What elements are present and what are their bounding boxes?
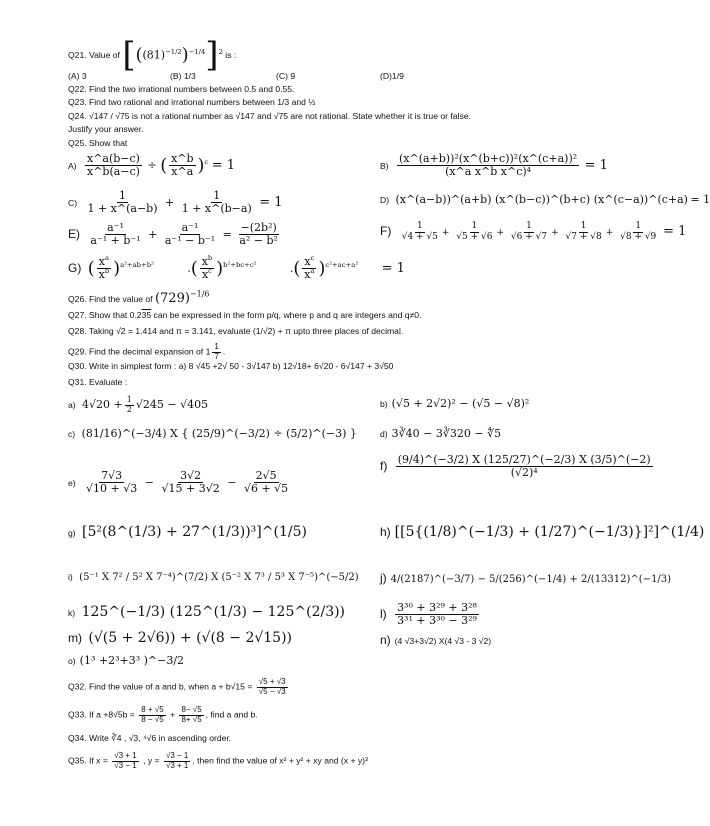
q30-text: Q30. Write in simplest form : a) 8 √45 +2√ 50 - 3√147 b) 12√18+ 6√20 - 6√147 + 3√50 [68, 361, 394, 371]
q31e-expr: $\frac{7√3}{√10 + √3}$ − $\frac{3√2}{√15 + 3√2}$ − $\frac{2√5}{√6 + √5}$ [86, 469, 289, 496]
q31-row-cd: c) (81/16)^(−3/4) X { (25/9)^(−3/2) ÷ (5/2)^(−3) } d) 3∛40 − 3∛320 − ∜5 [68, 427, 502, 440]
q25e-expr: $\frac{\text{a⁻¹}}{\text{a⁻¹ + b⁻¹}}$ + $\frac{\text{a⁻¹}}{\text{a⁻¹ − b⁻¹}}$ = $\frac{\text{−(2b²)}}{\text{a² − b²}}$ [90, 221, 278, 248]
q25d: D) (x^(a−b))^(a+b) (x^(b−c))^(b+c) (x^(c−a))^(c+a) = 1 [380, 193, 710, 206]
q21-line [68, 36, 598, 75]
q31-row-gh: g) [5²(8^(1/3) + 27^(1/3))³]^(1/5) h) [[5{(1/8)^(−1/3) + (1/27)^(−1/3)}]²]^(1/4) [68, 524, 705, 540]
q25c-expr: $\frac{1}{1 + x\^{}(a-b)}$ + $\frac{1}{1 + x\^{}(b-a)}$ = 1 [87, 189, 283, 216]
q25-row-ab [68, 152, 608, 179]
q31o-expr: (1³ +2³+3³ )^−3/2 [79, 654, 185, 667]
q31-row-kl: k) 125^(−1/3) (125^(1/3) − 125^(2/3)) l) $\frac{\text{3³⁰ + 3²⁹ + 3²⁸}}{\text{3³¹ + 3³⁰ − 3²⁹}}$ [68, 604, 598, 620]
q31n: n) (4 √3+3√2) X(4 √3 - 3 √2) [380, 633, 492, 647]
q28-text: Q28. Taking √2 = 1.414 and π = 3.141, evaluate (1/√2) + π upto three places of decimal. [68, 326, 404, 336]
q35-text: Q35. If x = $\frac{√3 + 1}{√3 - 1}$ , y = $\frac{√3 - 1}{√3 + 1}$ , then find the value of x² + y² + xy and (x + y)³ [68, 751, 368, 770]
q24-text-cont: Justify your answer. [68, 124, 144, 134]
q21-option-b: (B) 1/3 [170, 71, 196, 81]
q25b: B) $\frac{\text{(x\textasciicircum{}(a+b))²(x\textasciicircum{}(b+c))²(x\textasciicircum{}(c+a))²}}{\text{(x\textasciicircum{}a x\textasciicircum{}b x\textasciicircum{}c)⁴}}$ = 1 [380, 152, 608, 179]
q31c-expr: (81/16)^(−3/4) X { (25/9)^(−3/2) ÷ (5/2)^(−3) } [81, 427, 357, 440]
q21-option-a: (A) 3 [68, 71, 87, 81]
q22-text: Q22. Find the two irrational numbers between 0.5 and 0.55. [68, 84, 295, 94]
q31d: d) 3∛40 − 3∛320 − ∜5 [380, 427, 502, 440]
q24-text: Q24. √147 / √75 is not a rational number as √147 and √75 are not rational. State whether it is true or false. [68, 111, 471, 121]
q31-row-o: o) (1³ +2³+3³ )^−3/2 [68, 654, 185, 667]
q21-expression: $[((81)^{-1/2})^{-1/4}]^2$ [122, 35, 223, 75]
q26-line: Q26. Find the value of $(729)^{-1/6}$ [68, 289, 210, 306]
q31k-expr: 125^(−1/3) (125^(1/3) − 125^(2/3)) [81, 604, 346, 620]
q25-row-ef: E) $\frac{\text{a⁻¹}}{\text{a⁻¹ + b⁻¹}}$ + $\frac{\text{a⁻¹}}{\text{a⁻¹ − b⁻¹}}$ = $\frac{\text{−(2b²)}}{\text{a² − b²}}$ F) $\frac{1}{√4 + √5}$ + $\frac{1}{√5 + √6}$ + $\frac{1}{√6 + √7}$ + $\frac{1}{√7 + √8}$ + $\frac{1}{√8 + √9}$ = 1 [68, 221, 687, 248]
q31j: j) 4/(2187)^(−3/7) − 5/(256)^(−1/4) + 2/(13312)^(−1/3) [380, 571, 672, 585]
q31a-expr: 4√20 + $\frac{1}{2}$ √245 − √405 [82, 395, 209, 414]
q34-text: Q34. Write ∛4 , √3, ⁴√6 in ascending order. [68, 733, 232, 743]
q31l: l) $\frac{\text{3³⁰ + 3²⁹ + 3²⁸}}{\text{3³¹ + 3³⁰ − 3²⁹}}$ [380, 601, 477, 628]
q27-text: Q27. Show that 0.235 can be expressed in the form p/q, where p and q are integers and q≠0. [68, 310, 422, 320]
q31-row-ef: e) $\frac{7√3}{√10 + √3}$ − $\frac{3√2}{√15 + 3√2}$ − $\frac{2√5}{√6 + √5}$ f) $\frac{(9/4)\^{}(-3/2) X (125/27)\^{}(-2/3) X (3/5)\^{}(-2)}{\text{(√2)⁴}}$ [68, 470, 598, 495]
q33-text: Q33. If a +8√5b = $\frac{8 + √5}{8 - √5}$ + $\frac{8- √5}{8+ √5}$ , find a and b. [68, 705, 258, 724]
q29-text: Q29. Find the decimal expansion of 1 $\frac{1}{7}$ . [68, 342, 226, 361]
q31b: b) (√5 + 2√2)² − (√5 − √8)² [380, 397, 530, 410]
q31m-expr: (√(5 + 2√6)) + (√(8 − 2√15)) [88, 630, 293, 646]
q25f: F) $\frac{1}{√4 + √5}$ + $\frac{1}{√5 + √6}$ + $\frac{1}{√6 + √7}$ + $\frac{1}{√7 + √8}$ + $\frac{1}{√8 + √9}$ = 1 [380, 221, 687, 242]
q32-text: Q32. Find the value of a and b, when a + b√15 = $\frac{√5 + √3}{√5 - √3}$ [68, 677, 286, 696]
q21-prefix: Q21. Value of [68, 49, 120, 60]
q31g-expr: [5²(8^(1/3) + 27^(1/3))³]^(1/5) [82, 524, 307, 540]
q23-text: Q23. Find two rational and irrational numbers between 1/3 and ½ [68, 97, 316, 107]
q25-row-g: G) ( $\frac{x^a}{x^b}$ )$^{a^2+ab+b^2}$ .( $\frac{x^b}{x^c}$ )$^{b^2+bc+c^2}$ .( $\frac{x^c}{x^a}$ )$^{c^2+ac+a^2}$ = 1 [68, 254, 405, 282]
q25a-expr: $\frac{x\^{}a(b-c)}{x\^{}b(a-c)}$ ÷ ( $\frac{x\^{}b}{x\^{}a}$ )$^c$ = 1 [86, 152, 236, 179]
q31h: h) [[5{(1/8)^(−1/3) + (1/27)^(−1/3)}]²]^(1/4) [380, 524, 705, 540]
q21-suffix: is : [225, 49, 237, 60]
q25a-label: A) [68, 160, 77, 171]
q25g-expr: ( $\frac{x^a}{x^b}$ )$^{a^2+ab+b^2}$ .( $\frac{x^b}{x^c}$ )$^{b^2+bc+c^2}$ .( $\frac{x^c}{x^a}$ )$^{c^2+ac+a^2}$ = 1 [87, 254, 405, 282]
q31i-expr: (5⁻¹ X 7² / 5² X 7⁻⁴)^(7/2) X (5⁻² X 7³ / 5³ X 7⁻⁵)^(−5/2) [79, 572, 359, 583]
q21-option-c: (C) 9 [276, 71, 296, 81]
q31-row-mn: m) (√(5 + 2√6)) + (√(8 − 2√15)) n) (4 √3+3√2) X(4 √3 - 3 √2) [68, 630, 492, 647]
q25-title: Q25. Show that [68, 138, 128, 148]
q21-option-d: (D)1/9 [380, 71, 404, 81]
q25-row-cd: C) $\frac{1}{1 + x\^{}(a-b)}$ + $\frac{1}{1 + x\^{}(b-a)}$ = 1 D) (x^(a−b))^(a+b) (x^(b−c))^(b+c) (x^(c−a))^(c+a) = 1 [68, 189, 710, 216]
q31f: f) $\frac{(9/4)\^{}(-3/2) X (125/27)\^{}(-2/3) X (3/5)\^{}(-2)}{\text{(√2)⁴}}$ [380, 453, 651, 480]
q31-title: Q31. Evaluate : [68, 377, 128, 387]
q31-row-ab: a) 4√20 + $\frac{1}{2}$ √245 − √405 b) (√5 + 2√2)² − (√5 − √8)² [68, 395, 530, 414]
q31-row-ij: i) (5⁻¹ X 7² / 5² X 7⁻⁴)^(7/2) X (5⁻² X 7³ / 5³ X 7⁻⁵)^(−5/2) j) 4/(2187)^(−3/7) − 5/(256)^(−1/4) + 2/(13312)^(−1/3) [68, 571, 672, 585]
